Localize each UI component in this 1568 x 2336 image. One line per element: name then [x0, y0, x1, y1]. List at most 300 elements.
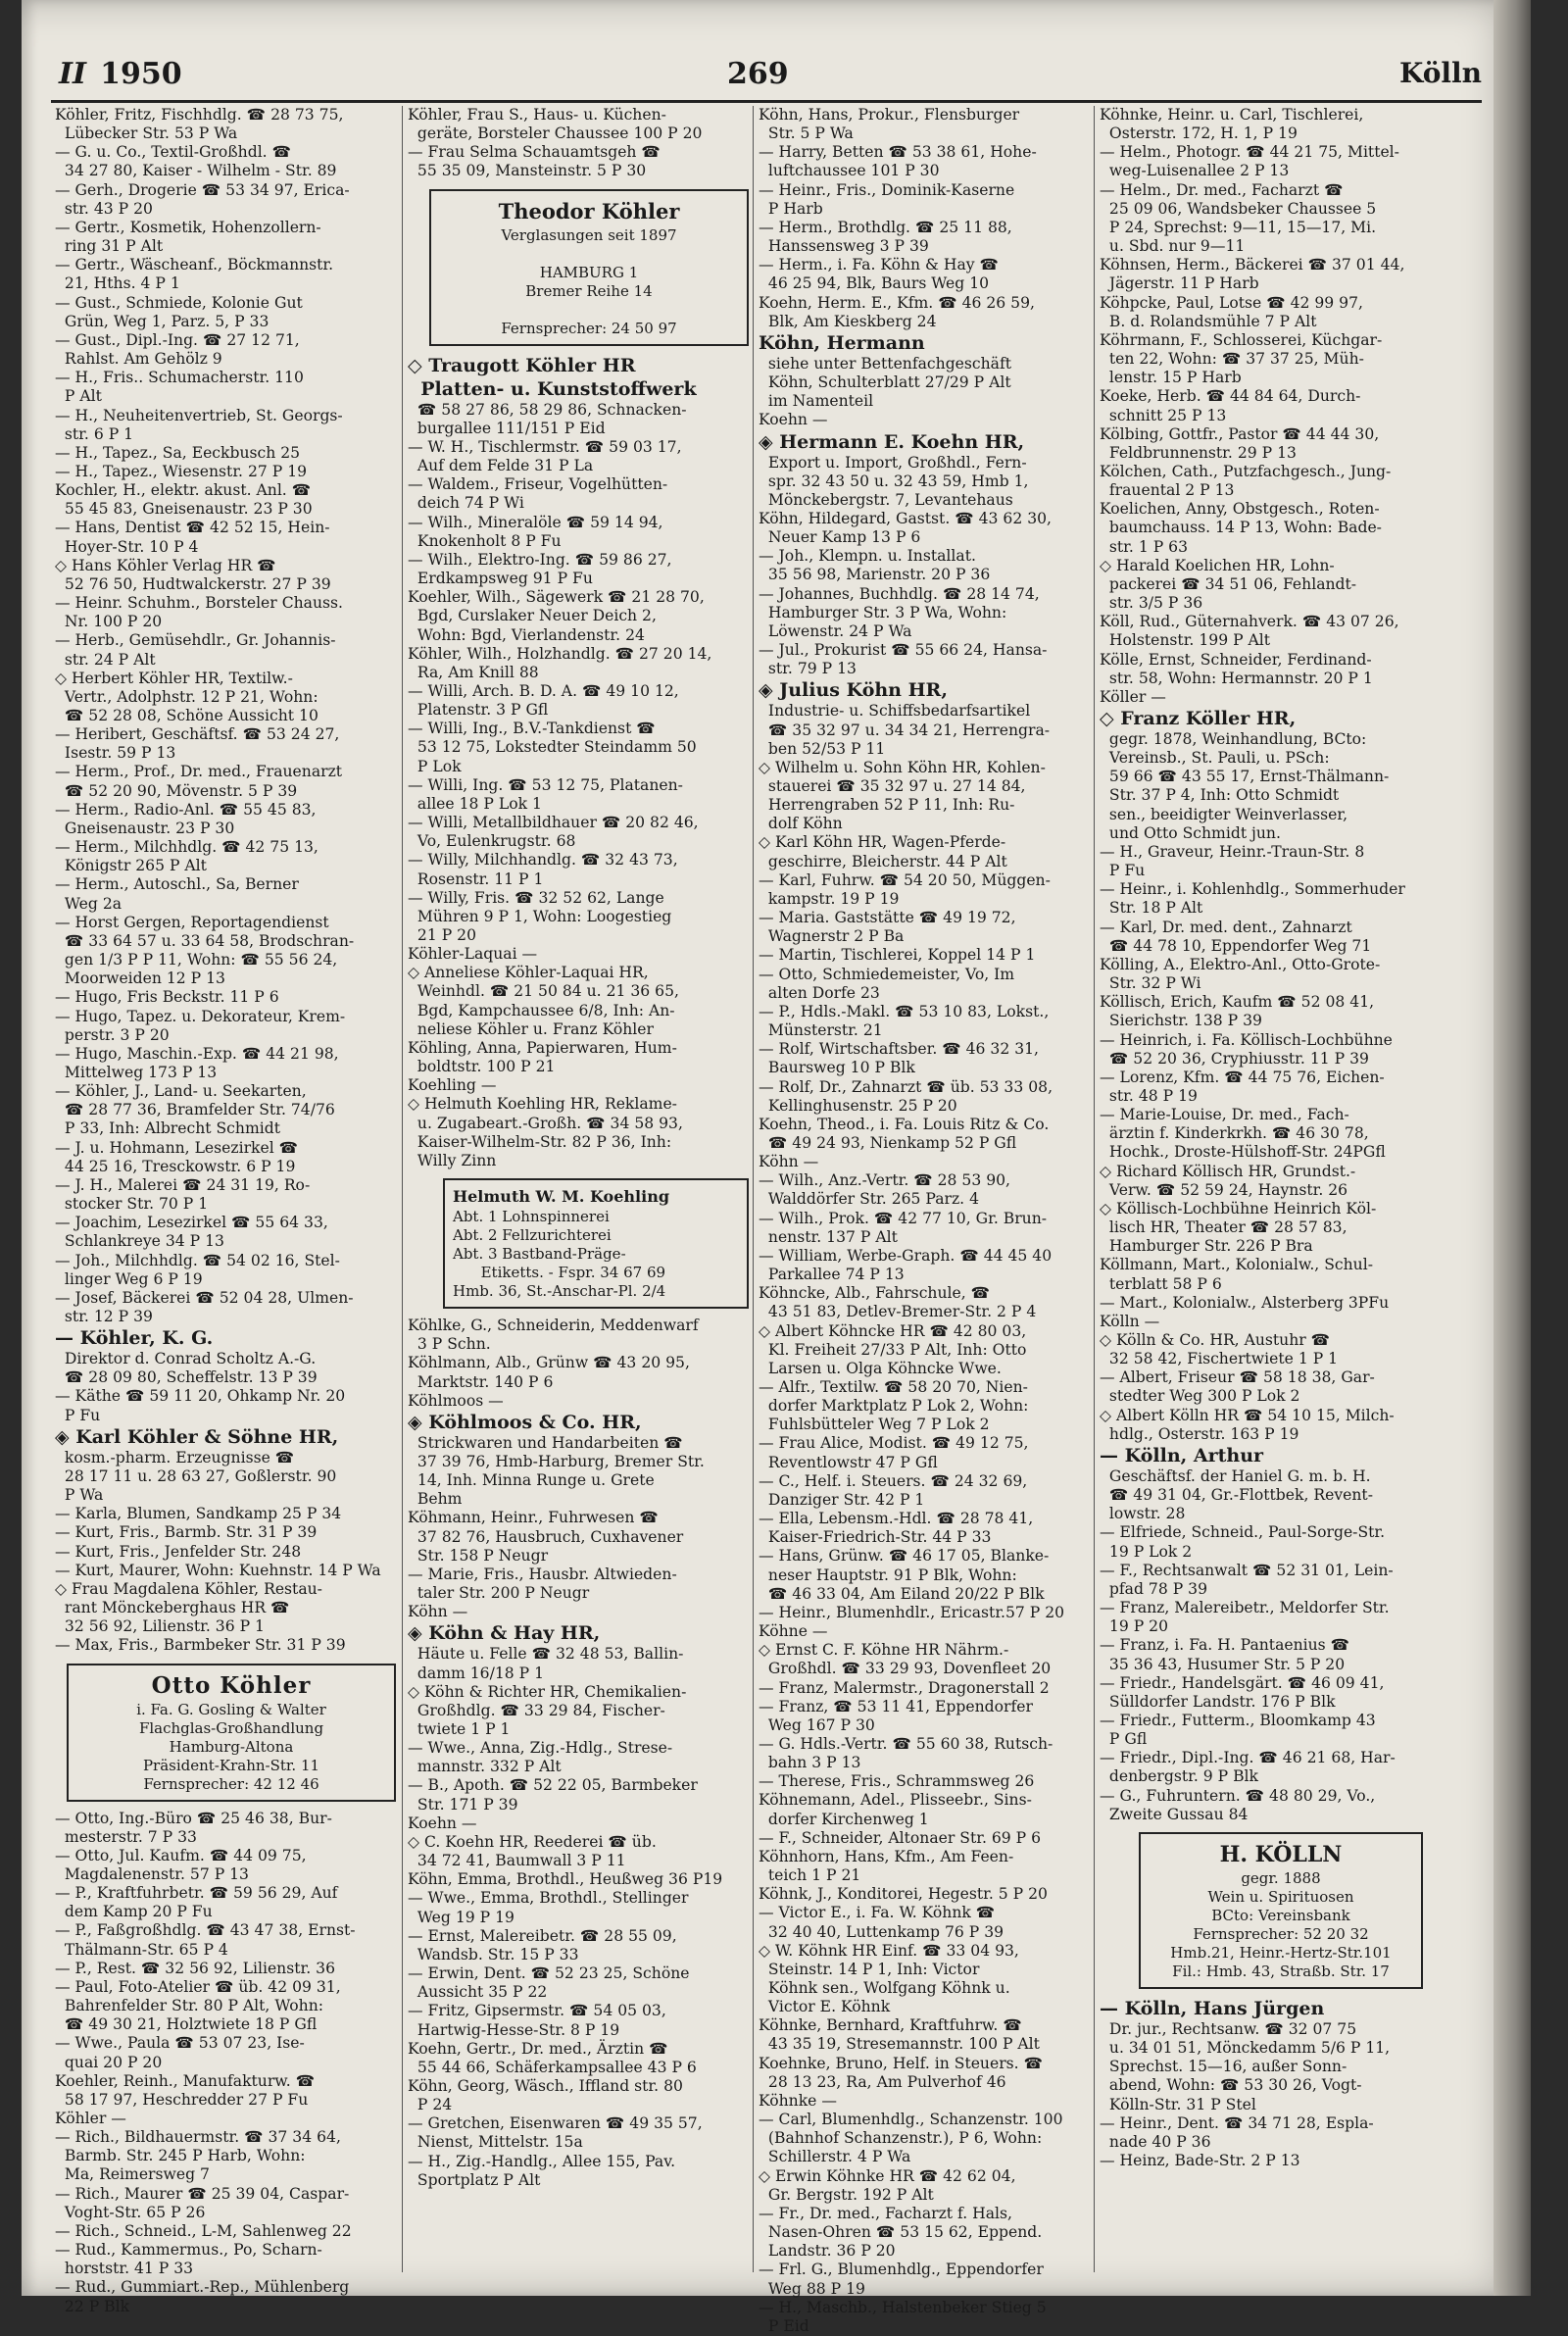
directory-line: denbergstr. 9 P Blk [1100, 1767, 1258, 1786]
directory-line: ☎ 49 31 04, Gr.-Flottbek, Revent- [1100, 1486, 1373, 1505]
directory-line: baumchauss. 14 P 13, Wohn: Bade- [1100, 519, 1382, 537]
directory-line: — Heinr., Fris., Dominik-Kaserne [759, 180, 1015, 199]
directory-line: — Herm., i. Fa. Köhn & Hay ☎ [759, 256, 999, 274]
directory-line: Str. 18 P Alt [1100, 899, 1203, 918]
column-4 [1100, 106, 1433, 2262]
directory-line: 55 45 83, Gneisenaustr. 23 P 30 [55, 500, 313, 519]
directory-line: — Heinr. Schuhm., Borsteler Chauss. [55, 594, 343, 613]
directory-line: Walddörfer Str. 265 Parz. 4 [759, 1190, 980, 1209]
directory-line: Auf dem Felde 31 P La [408, 457, 594, 475]
directory-line: Königstr 265 P Alt [55, 857, 207, 875]
directory-line: Köhne — [759, 1622, 828, 1641]
directory-line: Larsen u. Olga Köhncke Wwe. [759, 1359, 1002, 1377]
directory-line: Köll, Rud., Güternahverk. ☎ 43 07 26, [1100, 613, 1399, 631]
directory-line: Köhler, Fritz, Fischhdlg. ☎ 28 73 75, [55, 106, 344, 124]
directory-line: — Lorenz, Kfm. ☎ 44 75 76, Eichen- [1100, 1068, 1385, 1086]
directory-line: — Elfriede, Schneid., Paul-Sorge-Str. [1100, 1523, 1386, 1542]
directory-line: — J. H., Malerei ☎ 24 31 19, Ro- [55, 1175, 311, 1194]
directory-line: Willy Zinn [408, 1151, 497, 1169]
directory-line: spr. 32 43 50 u. 32 43 59, Hmb 1, [759, 472, 1029, 490]
directory-line: Köhlmoos — [408, 1391, 504, 1410]
directory-line: Koehler, Wilh., Sägewerk ☎ 21 28 70, [408, 588, 705, 607]
directory-line: — Frl. G., Blumenhdlg., Eppendorfer [759, 2261, 1044, 2279]
directory-line: 21, Hths. 4 P 1 [55, 274, 180, 293]
advert-line: Abt. 2 Fellzurichterei [453, 1226, 612, 1245]
directory-line: — Kurt, Fris., Barmb. Str. 31 P 39 [55, 1523, 318, 1542]
directory-line: — Therese, Fris., Schrammsweg 26 [759, 1772, 1035, 1791]
advert-box [1139, 1832, 1423, 1989]
directory-heading: ◇ Franz Köller HR, [1100, 708, 1297, 729]
directory-line: ◇ Helmuth Koehling HR, Reklame- [408, 1095, 677, 1114]
directory-line: gen 1/3 P P 11, Wohn: ☎ 55 56 24, [55, 951, 338, 969]
directory-line: ben 52/53 P 11 [759, 739, 886, 758]
directory-line: — G. u. Co., Textil-Großhdl. ☎ [55, 143, 292, 162]
directory-line: Osterstr. 172, H. 1, P 19 [1100, 124, 1298, 143]
directory-line: Kölchen, Cath., Putzfachgesch., Jung- [1100, 462, 1392, 480]
directory-line: Schlankreye 34 P 13 [55, 1232, 224, 1251]
directory-line: — Joh., Milchhdlg. ☎ 54 02 16, Stel- [55, 1251, 340, 1269]
directory-line: Vo, Eulenkrugstr. 68 [408, 832, 576, 851]
directory-line: 22 P Blk [55, 2297, 130, 2315]
directory-line: ◇ W. Köhnk HR Einf. ☎ 33 04 93, [759, 1941, 1019, 1960]
directory-line: str. 79 P 13 [759, 660, 857, 678]
directory-line: — Erwin, Dent. ☎ 52 23 25, Schöne [408, 1964, 690, 1983]
directory-line: Danziger Str. 42 P 1 [759, 1490, 925, 1509]
directory-line: Koehn, Gertr., Dr. med., Ärztin ☎ [408, 2039, 668, 2058]
directory-line: str. 48 P 19 [1100, 1086, 1198, 1105]
directory-line: — Otto, Jul. Kaufm. ☎ 44 09 75, [55, 1846, 307, 1864]
directory-line: neliese Köhler u. Franz Köhler [408, 1019, 654, 1038]
directory-line: 43 35 19, Stresemannstr. 100 P Alt [759, 2035, 1040, 2054]
directory-line: Koelichen, Anny, Obstgesch., Roten- [1100, 500, 1380, 519]
directory-line: Weg 19 P 19 [408, 1908, 514, 1926]
directory-line: — W. H., Tischlermstr. ☎ 59 03 17, [408, 437, 682, 456]
directory-line: Barmb. Str. 245 P Harb, Wohn: [55, 2147, 306, 2165]
directory-line: twiete 1 P 1 [408, 1720, 511, 1738]
directory-line: Köhn, Emma, Brothdl., Heußweg 36 P19 [408, 1870, 723, 1889]
directory-line: ☎ 33 64 57 u. 33 64 58, Brodschran- [55, 931, 355, 950]
directory-line: — Joh., Klempn. u. Installat. [759, 547, 976, 566]
directory-line: — Wwe., Anna, Zig.-Hdlg., Strese- [408, 1739, 673, 1758]
directory-line: — Wilh., Prok. ☎ 42 77 10, Gr. Brun- [759, 1209, 1048, 1227]
directory-line: — Heinr., Dent. ☎ 34 71 28, Espla- [1100, 2113, 1374, 2132]
directory-line: Str. 32 P Wi [1100, 974, 1201, 993]
directory-line: Köhmann, Heinr., Fuhrwesen ☎ [408, 1509, 659, 1527]
directory-line: Kölbing, Gottfr., Pastor ☎ 44 44 30, [1100, 424, 1380, 443]
directory-line: dem Kamp 20 P Fu [55, 1903, 213, 1921]
directory-line: Hanssensweg 3 P 39 [759, 237, 929, 256]
directory-line: im Namenteil [759, 392, 874, 411]
directory-line: 3 P Schn. [408, 1335, 491, 1354]
directory-line: Koehnke, Bruno, Helf. in Steuers. ☎ [759, 2054, 1043, 2072]
advert-line: Fernsprecher: 24 50 97 [501, 319, 677, 337]
directory-line: rant Mönckeberghaus HR ☎ [55, 1599, 290, 1617]
directory-line: — Willi, Metallbildhauer ☎ 20 82 46, [408, 814, 699, 832]
directory-line: Strickwaren und Handarbeiten ☎ [408, 1433, 683, 1452]
directory-line: Großhdlg. ☎ 33 29 84, Fischer- [408, 1701, 665, 1719]
directory-line: Schillerstr. 4 P Wa [759, 2148, 911, 2166]
directory-line: — Willi, Arch. B. D. A. ☎ 49 10 12, [408, 681, 679, 700]
directory-line: — Franz, Malereibetr., Meldorfer Str. [1100, 1599, 1390, 1617]
directory-line: stauerei ☎ 35 32 97 u. 27 14 84, [759, 777, 1026, 795]
directory-line: — H., Tapez., Sa, Eeckbusch 25 [55, 443, 301, 462]
directory-line: terblatt 58 P 6 [1100, 1274, 1222, 1293]
directory-line: quai 20 P 20 [55, 2053, 163, 2071]
directory-line: — Helm., Dr. med., Facharzt ☎ [1100, 180, 1344, 199]
directory-line: — Johannes, Buchhdlg. ☎ 28 14 74, [759, 584, 1040, 603]
directory-line: ◇ Kölln & Co. HR, Austuhr ☎ [1100, 1331, 1331, 1349]
directory-line: weg-Luisenallee 2 P 13 [1100, 162, 1290, 180]
directory-line: 55 44 66, Schäferkampsallee 43 P 6 [408, 2058, 697, 2076]
directory-line: — Hugo, Tapez. u. Dekorateur, Krem- [55, 1007, 346, 1025]
directory-line: Köhnk, J., Konditorei, Hegestr. 5 P 20 [759, 1885, 1048, 1904]
directory-line: Köhnke, Heinr. u. Carl, Tischlerei, [1100, 106, 1364, 124]
directory-line: — Fritz, Gipsermstr. ☎ 54 05 03, [408, 2002, 666, 2020]
directory-line: ◇ Albert Kölln HR ☎ 54 10 15, Milch- [1100, 1406, 1395, 1424]
advert-line: Abt. 1 Lohnspinnerei [453, 1208, 610, 1226]
directory-line: — Gust., Schmiede, Kolonie Gut [55, 293, 303, 312]
directory-line: ☎ 52 20 90, Mövenstr. 5 P 39 [55, 781, 298, 800]
directory-line: — Hugo, Fris Beckstr. 11 P 6 [55, 988, 279, 1007]
directory-line: kosm.-pharm. Erzeugnisse ☎ [55, 1448, 295, 1466]
catchword: Kölln [1398, 57, 1482, 89]
directory-line: — F., Rechtsanwalt ☎ 52 31 01, Lein- [1100, 1561, 1394, 1579]
directory-line: u. Sbd. nur 9—11 [1100, 237, 1246, 256]
directory-line: — Friedr., Futterm., Bloomkamp 43 [1100, 1711, 1376, 1729]
directory-line: P Lok [408, 757, 462, 775]
directory-line: P 24 [408, 2096, 453, 2114]
directory-line: — Willy, Fris. ☎ 32 52 62, Lange [408, 888, 664, 907]
directory-line: Köhler, Wilh., Holzhandlg. ☎ 27 20 14, [408, 644, 712, 663]
directory-line: — H., Fris.. Schumacherstr. 110 [55, 369, 304, 387]
directory-line: Nienst, Mittelstr. 15a [408, 2133, 583, 2152]
directory-line: — Heribert, Geschäftsf. ☎ 53 24 27, [55, 725, 340, 744]
directory-line: Bahrenfelder Str. 80 P Alt, Wohn: [55, 1997, 324, 2015]
directory-line: Feldbrunnenstr. 29 P 13 [1100, 443, 1297, 462]
directory-line: — Willi, Ing., B.V.-Tankdienst ☎ [408, 720, 656, 738]
directory-line: Bgd, Curslaker Neuer Deich 2, [408, 607, 657, 625]
directory-line: Weg 2a [55, 894, 122, 913]
advert-line: Hmb. 36, St.-Anschar-Pl. 2/4 [453, 1282, 666, 1301]
directory-line: — Karl, Dr. med. dent., Zahnarzt [1100, 918, 1352, 936]
directory-line: ◇ Wilhelm u. Sohn Köhn HR, Kohlen- [759, 758, 1046, 776]
directory-line: — Waldem., Friseur, Vogelhütten- [408, 475, 668, 494]
directory-line: Herrengraben 52 P 11, Inh: Ru- [759, 796, 1015, 815]
directory-line: Koehn — [759, 411, 828, 429]
column-3 [759, 106, 1103, 2335]
directory-line: — Frau Alice, Modist. ☎ 49 12 75, [759, 1434, 1029, 1453]
directory-line: Vertr., Adolphstr. 12 P 21, Wohn: [55, 687, 318, 706]
directory-line: ◇ Karl Köhn HR, Wagen-Pferde- [759, 833, 1006, 852]
directory-line: Weg 88 P 19 [759, 2279, 865, 2298]
directory-line: str. 24 P Alt [55, 650, 156, 669]
directory-line: bahn 3 P 13 [759, 1754, 861, 1772]
directory-line: 25 09 06, Wandsbeker Chaussee 5 [1100, 199, 1377, 218]
directory-line: ☎ 28 77 36, Bramfelder Str. 74/76 [55, 1101, 335, 1119]
directory-line: Mühren 9 P 1, Wohn: Loogestieg [408, 907, 672, 925]
directory-line: Wohn: Bgd, Vierlandenstr. 24 [408, 625, 645, 644]
directory-line: Köhnsen, Herm., Bäckerei ☎ 37 01 44, [1100, 256, 1405, 274]
page-number: 269 [727, 57, 789, 91]
directory-line: Export u. Import, Großhdl., Fern- [759, 453, 1027, 472]
directory-line: — Hans, Grünw. ☎ 46 17 05, Blanke- [759, 1547, 1050, 1566]
directory-line: — Rich., Maurer ☎ 25 39 04, Caspar- [55, 2184, 350, 2203]
directory-line: kampstr. 19 P 19 [759, 889, 900, 908]
directory-line: ◇ C. Koehn HR, Reederei ☎ üb. [408, 1832, 657, 1851]
advert-box [67, 1664, 396, 1802]
directory-line: — Otto, Schmiedemeister, Vo, Im [759, 965, 1015, 983]
directory-line: u. 34 01 51, Mönckedamm 5/6 P 11, [1100, 2039, 1391, 2058]
directory-line: mannstr. 332 P Alt [408, 1758, 562, 1776]
directory-line: — Herm., Brothdlg. ☎ 25 11 88, [759, 218, 1012, 236]
directory-line: Köhpcke, Paul, Lotse ☎ 42 99 97, [1100, 293, 1363, 312]
advert-title: Theodor Köhler [498, 198, 680, 224]
directory-line: Lübecker Str. 53 P Wa [55, 124, 238, 143]
directory-line: ◇ Hans Köhler Verlag HR ☎ [55, 556, 276, 574]
directory-line: Bgd, Kampchaussee 6/8, Inh: An- [408, 1001, 675, 1019]
directory-line: Wandsb. Str. 15 P 33 [408, 1945, 579, 1963]
directory-line: — Heinr., i. Kohlenhdlg., Sommerhuder [1100, 880, 1405, 899]
directory-line: siehe unter Bettenfachgeschäft [759, 354, 1012, 373]
directory-line: — Rud., Gummiart.-Rep., Mühlenberg [55, 2278, 350, 2297]
directory-line: ☎ 49 24 93, Nienkamp 52 P Gfl [759, 1133, 1017, 1152]
directory-line: — Herm., Autoschl., Sa, Berner [55, 875, 299, 894]
directory-line: hdlg., Osterstr. 163 P 19 [1100, 1424, 1299, 1443]
directory-line: Mittelweg 173 P 13 [55, 1063, 218, 1081]
directory-line: 19 P 20 [1100, 1617, 1169, 1636]
directory-line: ◇ Köhn & Richter HR, Chemikalien- [408, 1682, 687, 1701]
advert-line: HAMBURG 1 [539, 263, 639, 281]
directory-line: — Fr., Dr. med., Facharzt f. Hals, [759, 2204, 1013, 2222]
directory-line: Hamburger Str. 226 P Bra [1100, 1237, 1313, 1256]
directory-line: — Herm., Radio-Anl. ☎ 55 45 83, [55, 800, 317, 819]
directory-line: nenstr. 137 P Alt [759, 1227, 898, 1246]
directory-line: — Karl, Fuhrw. ☎ 54 20 50, Müggen- [759, 870, 1051, 889]
directory-heading: ◇ Traugott Köhler HR [408, 354, 636, 376]
directory-line: — Franz, Malermstr., Dragonerstall 2 [759, 1678, 1050, 1697]
directory-line: Zweite Gussau 84 [1100, 1805, 1249, 1823]
directory-line: Hoyer-Str. 10 P 4 [55, 537, 199, 556]
directory-line: taler Str. 200 P Neugr [408, 1584, 590, 1603]
directory-line: Nr. 100 P 20 [55, 613, 163, 631]
directory-line: — Heinrich, i. Fa. Köllisch-Lochbühne [1100, 1030, 1393, 1049]
directory-line: — Wwe., Emma, Brothdl., Stellinger [408, 1889, 689, 1908]
directory-line: lowstr. 28 [1100, 1505, 1186, 1523]
directory-line: — Frau Selma Schauamtsgeh ☎ [408, 143, 661, 162]
directory-line: Köhler — [55, 2110, 126, 2127]
advert-box [443, 1178, 749, 1309]
directory-line: — Horst Gergen, Reportagendienst [55, 913, 329, 931]
directory-line: — Alfr., Textilw. ☎ 58 20 70, Nien- [759, 1378, 1028, 1396]
directory-line: — G., Fuhruntern. ☎ 48 80 29, Vo., [1100, 1786, 1376, 1805]
directory-line: str. 6 P 1 [55, 424, 134, 443]
directory-line: — Friedr., Handelsgärt. ☎ 46 09 41, [1100, 1673, 1385, 1692]
directory-line: dorfer Kirchenweg 1 [759, 1810, 929, 1828]
directory-line: Grün, Weg 1, Parz. 5, P 33 [55, 312, 270, 330]
directory-line: frauental 2 P 13 [1100, 481, 1235, 500]
directory-line: deich 74 P Wi [408, 494, 524, 513]
directory-line: — Rolf, Wirtschaftsber. ☎ 46 32 31, [759, 1040, 1040, 1059]
directory-line: 28 17 11 u. 28 63 27, Goßlerstr. 90 [55, 1466, 337, 1485]
directory-line: 43 51 83, Detlev-Bremer-Str. 2 P 4 [759, 1303, 1037, 1321]
directory-line: — Paul, Foto-Atelier ☎ üb. 42 09 31, [55, 1977, 341, 1996]
directory-line: — Jul., Prokurist ☎ 55 66 24, Hansa- [759, 641, 1048, 660]
directory-line: — Franz, i. Fa. H. Pantaenius ☎ [1100, 1636, 1350, 1655]
directory-line: Hartwig-Hesse-Str. 8 P 19 [408, 2020, 620, 2039]
directory-line: Aussicht 35 P 22 [408, 1983, 548, 2002]
directory-line: nade 40 P 36 [1100, 2132, 1211, 2151]
directory-line: — Rud., Kammermus., Po, Scharn- [55, 2241, 322, 2260]
directory-line: Köhling, Anna, Papierwaren, Hum- [408, 1038, 677, 1057]
directory-line: — Friedr., Dipl.-Ing. ☎ 46 21 68, Har- [1100, 1749, 1396, 1767]
directory-line: Hochk., Droste-Hülshoff-Str. 24PGfl [1100, 1143, 1386, 1162]
directory-line: Neuer Kamp 13 P 6 [759, 528, 921, 547]
directory-line: ärztin f. Kinderkrkh. ☎ 46 30 78, [1100, 1124, 1369, 1143]
directory-line: P 24, Sprechst: 9—11, 15—17, Mi. [1100, 218, 1377, 236]
directory-line: pfad 78 P 39 [1100, 1579, 1207, 1598]
directory-line: Landstr. 36 P 20 [759, 2242, 896, 2261]
directory-line: Industrie- u. Schiffsbedarfsartikel [759, 702, 1031, 721]
directory-line: Köller — [1100, 687, 1166, 706]
column-2 [408, 106, 753, 2262]
directory-line: 21 P 20 [408, 926, 477, 944]
directory-line: Köhn, Schulterblatt 27/29 P Alt [759, 373, 1011, 392]
directory-line: Sportplatz P Alt [408, 2170, 541, 2189]
advert-line: Verglasungen seit 1897 [501, 225, 677, 244]
directory-line: 35 56 98, Marienstr. 20 P 36 [759, 566, 991, 584]
directory-line: — Wilh., Mineralöle ☎ 59 14 94, [408, 513, 663, 531]
directory-line: ◇ Erwin Köhnke HR ☎ 42 62 04, [759, 2166, 1016, 2185]
directory-line: — P., Hdls.-Makl. ☎ 53 10 83, Lokst., [759, 1002, 1050, 1020]
page-header [51, 57, 1482, 100]
directory-line: Weg 167 P 30 [759, 1715, 875, 1734]
directory-line: — Joachim, Lesezirkel ☎ 55 64 33, [55, 1214, 328, 1232]
directory-line: Platenstr. 3 P Gfl [408, 701, 549, 720]
directory-line: — Heinz, Bade-Str. 2 P 13 [1100, 2152, 1300, 2169]
directory-line: str. 43 P 20 [55, 199, 153, 218]
directory-line: Str. 37 P 4, Inh: Otto Schmidt [1100, 786, 1340, 805]
directory-line: — H., Tapez., Wiesenstr. 27 P 19 [55, 462, 308, 480]
directory-line: Dr. jur., Rechtsanw. ☎ 32 07 75 [1100, 2019, 1357, 2038]
directory-line: ☎ 52 20 36, Cryphiusstr. 11 P 39 [1100, 1049, 1369, 1068]
directory-line: Thälmann-Str. 65 P 4 [55, 1940, 228, 1959]
directory-line: ◇ Albert Köhncke HR ☎ 42 80 03, [759, 1321, 1027, 1340]
directory-line: — Albert, Friseur ☎ 58 18 38, Gar- [1100, 1368, 1375, 1387]
directory-line: — Mart., Kolonialw., Alsterberg 3PFu [1100, 1293, 1390, 1312]
directory-line: dolf Köhn [759, 815, 843, 833]
directory-line: Voght-Str. 65 P 26 [55, 2203, 206, 2221]
directory-line: Köhn, Hans, Prokur., Flensburger [759, 106, 1020, 124]
advert-box [429, 189, 749, 346]
directory-line: Köhn, Georg, Wäsch., Iffland str. 80 [408, 2076, 683, 2095]
volume-label: II [59, 57, 87, 91]
directory-line: — Rolf, Dr., Zahnarzt ☎ üb. 53 33 08, [759, 1077, 1054, 1096]
directory-line: 14, Inh. Minna Runge u. Grete [408, 1471, 655, 1490]
directory-line: Fuhlsbütteler Weg 7 P Lok 2 [759, 1416, 990, 1434]
directory-line: Köhnhorn, Hans, Kfm., Am Feen- [759, 1847, 1014, 1865]
directory-line: — Willi, Ing. ☎ 53 12 75, Platanen- [408, 775, 683, 794]
directory-heading: ◈ Julius Köhn HR, [759, 679, 948, 702]
advert-line: gegr. 1888 [1241, 1868, 1321, 1887]
advert-line: Fernsprecher: 52 20 32 [1193, 1924, 1369, 1943]
directory-line: — Gust., Dipl.-Ing. ☎ 27 12 71, [55, 330, 300, 349]
directory-line: — H., Maschb., Halstenbeker Stieg 5 [759, 2298, 1047, 2316]
directory-line: — Gertr., Kosmetik, Hohenzollern- [55, 218, 321, 236]
directory-line: Köhncke, Alb., Fahrschule, ☎ [759, 1284, 991, 1303]
directory-line: 52 76 50, Hudtwalckerstr. 27 P 39 [55, 574, 331, 593]
directory-heading: — Kölln, Arthur [1100, 1444, 1264, 1466]
directory-line: — J. u. Hohmann, Lesezirkel ☎ [55, 1138, 299, 1157]
directory-line: Köhnke — [759, 2091, 837, 2110]
directory-line: Isestr. 59 P 13 [55, 744, 176, 763]
directory-line: — H., Zig.-Handlg., Allee 155, Pav. [408, 2152, 676, 2170]
page-edge [1494, 0, 1531, 2296]
directory-line: Köhnemann, Adel., Plisseebr., Sins- [759, 1791, 1032, 1810]
directory-line: Köhn, Hildegard, Gastst. ☎ 43 62 30, [759, 509, 1053, 527]
directory-line: Steinstr. 14 P 1, Inh: Victor [759, 1960, 980, 1978]
directory-line: geräte, Borsteler Chaussee 100 P 20 [408, 124, 703, 143]
directory-line: Rosenstr. 11 P 1 [408, 870, 544, 888]
directory-line: dorfer Marktplatz P Lok 2, Wohn: [759, 1397, 1029, 1416]
directory-line: — C., Helf. i. Steuers. ☎ 24 32 69, [759, 1471, 1028, 1490]
directory-line: Koehn, Theod., i. Fa. Louis Ritz & Co. [759, 1115, 1050, 1133]
directory-line: ◇ Frau Magdalena Köhler, Restau- [55, 1579, 322, 1598]
directory-line: — Gerh., Drogerie ☎ 53 34 97, Erica- [55, 180, 350, 199]
directory-line: — Gertr., Wäscheanf., Böckmannstr. [55, 256, 334, 274]
directory-line: — Wwe., Paula ☎ 53 07 23, Ise- [55, 2034, 305, 2053]
directory-line: P Harb [759, 199, 823, 218]
advert-line: Fil.: Hmb. 43, Straßb. Str. 17 [1172, 1962, 1390, 1980]
directory-line: — Harry, Betten ☎ 53 38 61, Hohe- [759, 143, 1037, 162]
directory-line: ☎ 52 28 08, Schöne Aussicht 10 [55, 707, 318, 724]
directory-line: — P., Rest. ☎ 32 56 92, Lilienstr. 36 [55, 1959, 335, 1977]
directory-line: — Helm., Photogr. ☎ 44 21 75, Mittel- [1100, 143, 1399, 162]
volume-year [59, 57, 182, 91]
directory-line: Vereinsb., St. Pauli, u. PSch: [1100, 749, 1330, 768]
directory-line: Koeke, Herb. ☎ 44 84 64, Durch- [1100, 387, 1361, 406]
directory-line: ring 31 P Alt [55, 237, 164, 256]
directory-line: Münsterstr. 21 [759, 1021, 883, 1040]
directory-line: — Martin, Tischlerei, Koppel 14 P 1 [759, 946, 1036, 965]
directory-line: Ra, Am Knill 88 [408, 663, 539, 681]
directory-line: — Rich., Bildhauermstr. ☎ 37 34 64, [55, 2128, 341, 2147]
column-divider [753, 106, 754, 2272]
directory-line: Ma, Reimersweg 7 [55, 2165, 210, 2184]
directory-line: boldtstr. 100 P 21 [408, 1058, 556, 1076]
advert-line: i. Fa. G. Gosling & Walter [136, 1700, 326, 1718]
directory-line: ☎ 28 09 80, Scheffelstr. 13 P 39 [55, 1368, 318, 1387]
directory-line: Victor E. Köhnk [759, 1998, 891, 2016]
directory-line: ◇ Köllisch-Lochbühne Heinrich Köl- [1100, 1199, 1377, 1218]
directory-line: — Josef, Bäckerei ☎ 52 04 28, Ulmen- [55, 1288, 354, 1307]
directory-line: — Max, Fris., Barmbeker Str. 31 P 39 [55, 1636, 346, 1655]
directory-line: — Rich., Schneid., L-M, Sahlenweg 22 [55, 2221, 352, 2240]
directory-line: Großhdl. ☎ 33 29 93, Dovenfleet 20 [759, 1660, 1052, 1678]
directory-line: burgallee 111/151 P Eid [408, 419, 606, 437]
directory-line: Behm [408, 1490, 463, 1509]
directory-line: ◇ Richard Köllisch HR, Grundst.- [1100, 1162, 1356, 1180]
directory-line: Häute u. Felle ☎ 32 48 53, Ballin- [408, 1645, 684, 1664]
advert-line: Hmb.21, Heinr.-Hertz-Str.101 [1170, 1943, 1392, 1962]
directory-line: Str. 5 P Wa [759, 124, 854, 143]
directory-line: Nasen-Ohren ☎ 53 15 62, Eppend. [759, 2223, 1043, 2242]
directory-line: — Wilh., Anz.-Vertr. ☎ 28 53 90, [759, 1171, 1011, 1190]
directory-line: 19 P Lok 2 [1100, 1542, 1193, 1561]
directory-line: Gr. Bergstr. 192 P Alt [759, 2185, 934, 2204]
directory-line: P 33, Inh: Albrecht Schmidt [55, 1119, 280, 1138]
directory-line: 53 12 75, Lokstedter Steindamm 50 [408, 738, 697, 757]
advert-line: Abt. 3 Bastband-Präge- [453, 1245, 626, 1264]
